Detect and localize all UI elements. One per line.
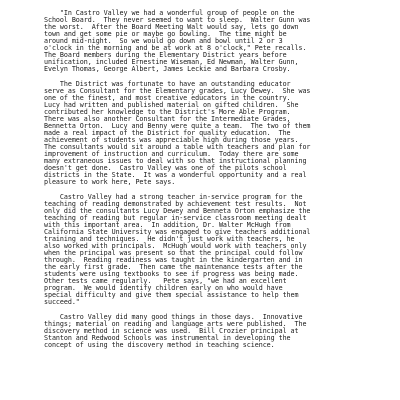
text-line: California State University was engaged to give teachers additional (44, 228, 311, 236)
text-line: districts in the State. It was a wonderful opportunity and a real (44, 171, 307, 179)
text-line: students were using textbooks to see if progress was being made. (44, 270, 299, 278)
text-line: o'clock in the morning and be at work at 8 o'clock," Pete recalls. (44, 44, 307, 52)
text-line: Other tests came regularly. Pete says, "we had an excellent (44, 277, 287, 285)
text-line: contributed her knowledge to the District's More Able Program. (44, 108, 291, 116)
text-line: Evelyn Thomas, George Albert, James Leckie and Barbara Crosby. (44, 65, 291, 73)
text-line: serve as Consultant for the Elementary grades, Lucy Dewey. She was (44, 87, 311, 95)
text-line: through. Reading readiness was taught in the kindergarten and in (44, 256, 303, 264)
text-line: succeed." (44, 298, 80, 306)
text-line: around mid-night. So we would go down and bowl until 2 or 3 (44, 37, 283, 45)
text-line: The District was fortunate to have an outstanding educator (44, 80, 291, 88)
text-line: Castro Valley did many good things in those days. Innovative (44, 313, 303, 321)
text-line: improvement of instruction and curriculum. Today there are some (44, 150, 299, 158)
text-line: things; material on reading and language arts were published. The (44, 320, 307, 328)
text-line: Lucy had written and published material on gifted children. She (44, 101, 299, 109)
text-line: The consultants would sit around a table with teachers and plan for (44, 143, 311, 151)
text-line: discovery method in science was used. Bill Crozier principal at (44, 327, 299, 335)
text-line: "In Castro Valley we had a wonderful group of people on the (44, 9, 295, 17)
paragraph-consultants (44, 81, 370, 186)
text-line: program. We would identify children early on who would have (44, 284, 283, 292)
text-line: pleasure to work here, Pete says. (44, 178, 176, 186)
paragraph-reading-program (44, 194, 370, 306)
text-line: School Board. They never seemed to want to sleep. Walter Gunn was (44, 16, 311, 24)
text-line: town and get some pie or maybe go bowling. The time might be (44, 30, 287, 38)
text-line: one of the finest, and most creative educators in the country. (44, 94, 291, 102)
text-line: the worst. After the Board Meeting Walt would say, lets go down (44, 23, 299, 31)
paragraph-school-board (44, 10, 370, 73)
text-line: There was also another Consultant for the Intermediate Grades, (44, 115, 291, 123)
text-line: Castro Valley had a strong teacher in-service program for the (44, 193, 303, 201)
text-line: achievement of students was appreciable high during those years. (44, 136, 299, 144)
text-line: many extraneous issues to deal with so that instructional planning (44, 157, 307, 165)
text-line: with this important area. In addition, Dr. Walter McHugh from (44, 221, 291, 229)
text-line: unification, included Ernestine Wiseman, Ed Newman, Walter Gunn, (44, 58, 299, 66)
text-line: doesn't get done. Castro Valley was one of the pilots school (44, 164, 287, 172)
text-line: made a real impact of the District for quality education. The (44, 129, 291, 137)
text-line: also worked with principals. McHugh would work with teachers only (44, 242, 307, 250)
text-line: special difficulty and give them special assistance to help them (44, 291, 299, 299)
text-line: when the principal was present so that the principal could follow (44, 249, 303, 257)
text-line: concept of using the discovery method in teaching science. (44, 341, 275, 349)
text-line: the early first grade. Then came the maintenance tests after the (44, 263, 303, 271)
paragraph-innovations (44, 314, 370, 349)
text-line: teaching of reading demonstrated by achievement test results. Not (44, 200, 307, 208)
text-line: only did the consultants Lucy Dewey and Benneta Orton emphasize the (44, 207, 311, 215)
text-line: training and techniques. He didn't just work with teachers, he (44, 235, 295, 243)
text-line: Stanton and Redwood Schools was instrumental in developing the (44, 334, 291, 342)
text-line: teaching of reading but regular in-service classroom meeting dealt (44, 214, 307, 222)
text-line: Bennetta Orton. Lucy and Benny were quite a team. The two of them (44, 122, 311, 130)
text-line: The Board members during the Elementary District years before (44, 51, 287, 59)
